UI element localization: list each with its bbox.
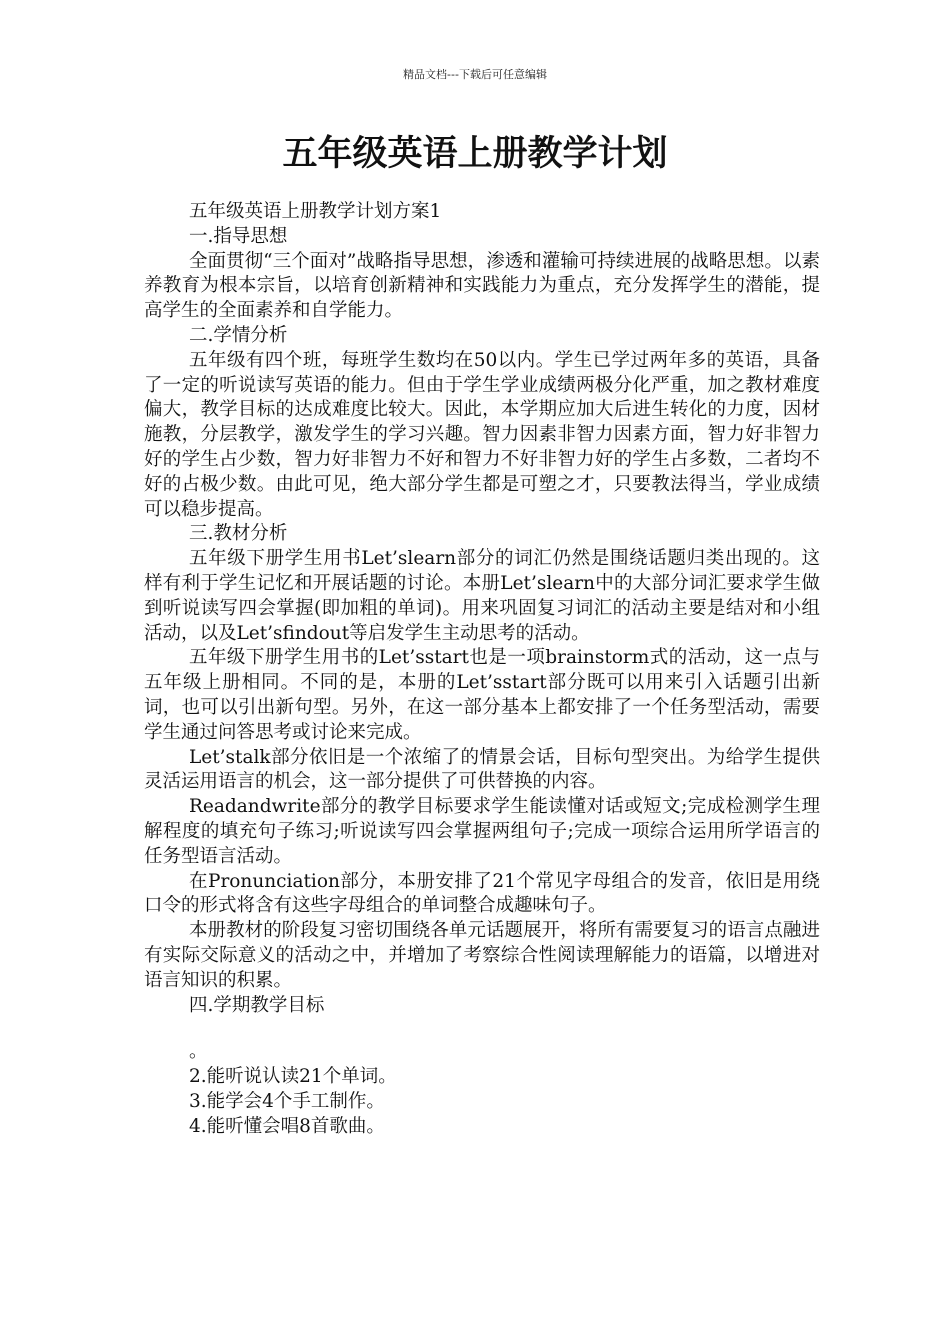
goal-item: 。 (189, 1041, 208, 1063)
paragraph: 在Pronunciation部分，本册安排了21个常见字母组合的发音，依旧是用绕口令的形式将含有这些字母组合的单词整合成趣味句子。 (144, 870, 820, 917)
blank-line (144, 1018, 820, 1040)
plan-heading: 五年级英语上册教学计划方案1 (189, 201, 442, 222)
section-heading-guiding-ideology: 一.指导思想 (189, 225, 288, 247)
section-heading-student-analysis: 二.学情分析 (189, 324, 288, 346)
paragraph: 五年级有四个班，每班学生数均在50以内。学生已学过两年多的英语，具备了一定的听说读写英语的能力。但由于学生学业成绩两极分化严重，加之教材难度偏大，教学目标的达成难度比较大。因此，本学期应加大后进生转化的力度，因材施教，分层教学，激发学生的学习兴趣。智力因素非智力因素方面，智力好非智力好的学生占少数，智力好非智力不好和智力不好非智力好的学生占多数，二者均不好的占极少数。由此可见，绝大部分学生都是可塑之才，只要教法得当，学业成绩可以稳步提高。 (144, 349, 820, 520)
goal-item: 2.能听说认读21个单词。 (189, 1066, 397, 1088)
section-heading-teaching-goals: 四.学期教学目标 (189, 994, 325, 1016)
paragraph: 五年级下册学生用书Let’slearn部分的词汇仍然是围绕话题归类出现的。这样有利于学生记忆和开展话题的讨论。本册Let’slearn中的大部分词汇要求学生做到听说读写四会掌握(即加粗的单词)。用来巩固复习词汇的活动主要是结对和小组活动，以及Let’sfindout等启发学生主动思考的活动。 (144, 548, 820, 644)
paragraph: 本册教材的阶段复习密切围绕各单元话题展开，将所有需要复习的语言点融进有实际交际意义的活动之中，并增加了考察综合性阅读理解能力的语篇，以增进对语言知识的积累。 (144, 920, 820, 991)
document-title: 五年级英语上册教学计划 (282, 134, 668, 174)
paragraph: Let’stalk部分依旧是一个浓缩了的情景会话，目标句型突出。为给学生提供灵活运用语言的机会，这一部分提供了可供替换的内容。 (144, 746, 820, 793)
header-note: 精品文档---下载后可任意编辑 (403, 68, 547, 81)
paragraph: Readandwrite部分的教学目标要求学生能读懂对话或短文;完成检测学生理解程度的填充句子练习;听说读写四会掌握两组句子;完成一项综合运用所学语言的任务型语言活动。 (144, 796, 820, 867)
goal-item: 3.能学会4个手工制作。 (189, 1090, 385, 1112)
goal-item: 4.能听懂会唱8首歌曲。 (189, 1115, 385, 1137)
paragraph: 五年级下册学生用书的Let’sstart也是一项brainstorm式的活动，这一点与五年级上册相同。不同的是，本册的Let’sstart部分既可以用来引入话题引出新词，也可以引出新句型。另外，在这一部分基本上都安排了一个任务型活动，需要学生通过问答思考或讨论来完成。 (144, 647, 820, 743)
section-heading-textbook-analysis: 三.教材分析 (189, 523, 288, 545)
paragraph: 全面贯彻“三个面对”战略指导思想，渗透和灌输可持续进展的战略思想。以素养教育为根本宗旨，以培育创新精神和实践能力为重点，充分发挥学生的潜能，提高学生的全面素养和自学能力。 (144, 250, 820, 322)
document-body (144, 200, 820, 1139)
